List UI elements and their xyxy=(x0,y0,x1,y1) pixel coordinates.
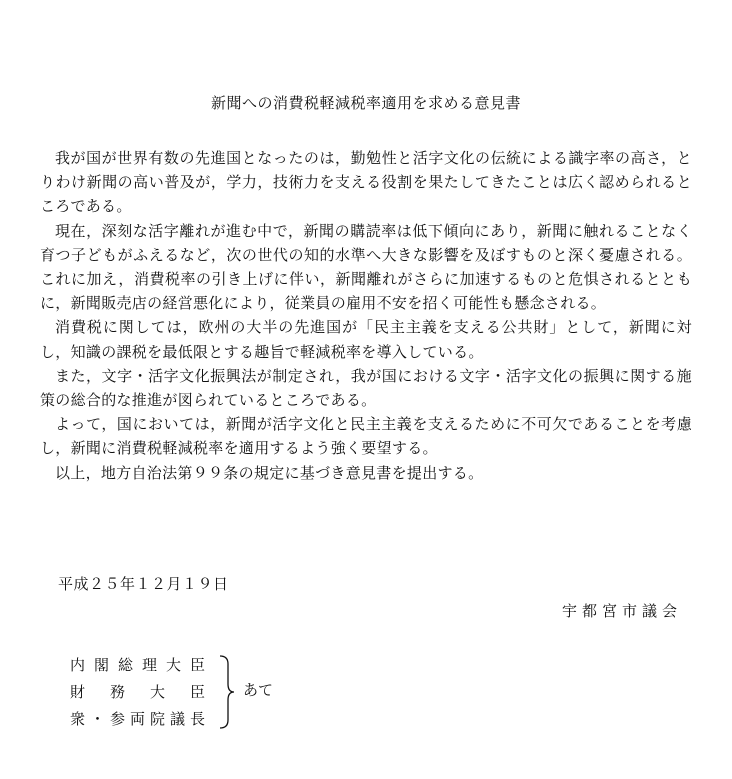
issuer-name: 宇都宮市議会 xyxy=(561,602,682,620)
recipient-list xyxy=(70,652,205,733)
paragraph: 以上，地方自治法第９９条の規定に基づき意見書を提出する。 xyxy=(55,463,484,482)
paragraph: 現在，深刻な活字離れが進む中で，新聞の購読率は低下傾向にあり，新聞に触れることなく育つ子どもがふえるなど，次の世代の知的水準へ大きな影響を及ぼすものと深く憂慮される。これに加え，消費税率の引き上げに伴い，新聞離れがさらに加速するものと危惧されるとともに，新聞販売店の経営悪化により，従業員の雇用不安を招く可能性も懸念される。 xyxy=(40,221,692,313)
paragraph: 我が国が世界有数の先進国となったのは，勤勉性と活字文化の伝統による識字率の高さ，とりわけ新聞の高い普及が，学力，技術力を支える役割を果たしてきたことは広く認められるところである。 xyxy=(40,149,692,216)
document-body xyxy=(40,146,692,485)
paragraph: また，文字・活字文化振興法が制定され，我が国における文字・活字文化の振興に関する施策の総合的な推進が図られているところである。 xyxy=(40,366,692,410)
document-title: 新聞への消費税軽減税率適用を求める意見書 xyxy=(210,94,521,112)
document-date: 平成２５年１２月１９日 xyxy=(58,575,229,593)
recipient-prime-minister: 内閣総理大臣 xyxy=(70,656,205,674)
right-brace-icon xyxy=(218,654,236,730)
addressed-to-label: あて xyxy=(243,681,274,699)
recipient-finance-minister: 財務大臣 xyxy=(70,683,205,701)
paragraph: よって，国においては，新聞が活字文化と民主主義を支えるために不可欠であることを考慮し，新聞に消費税軽減税率を適用するよう強く要望する。 xyxy=(40,415,692,458)
recipient-diet-speakers: 衆・参両院議長 xyxy=(70,710,205,728)
paragraph: 消費税に関しては，欧州の大半の先進国が「民主主義を支える公共財」として，新聞に対し，知識の課税を最低限とする趣旨で軽減税率を導入している。 xyxy=(40,318,692,361)
